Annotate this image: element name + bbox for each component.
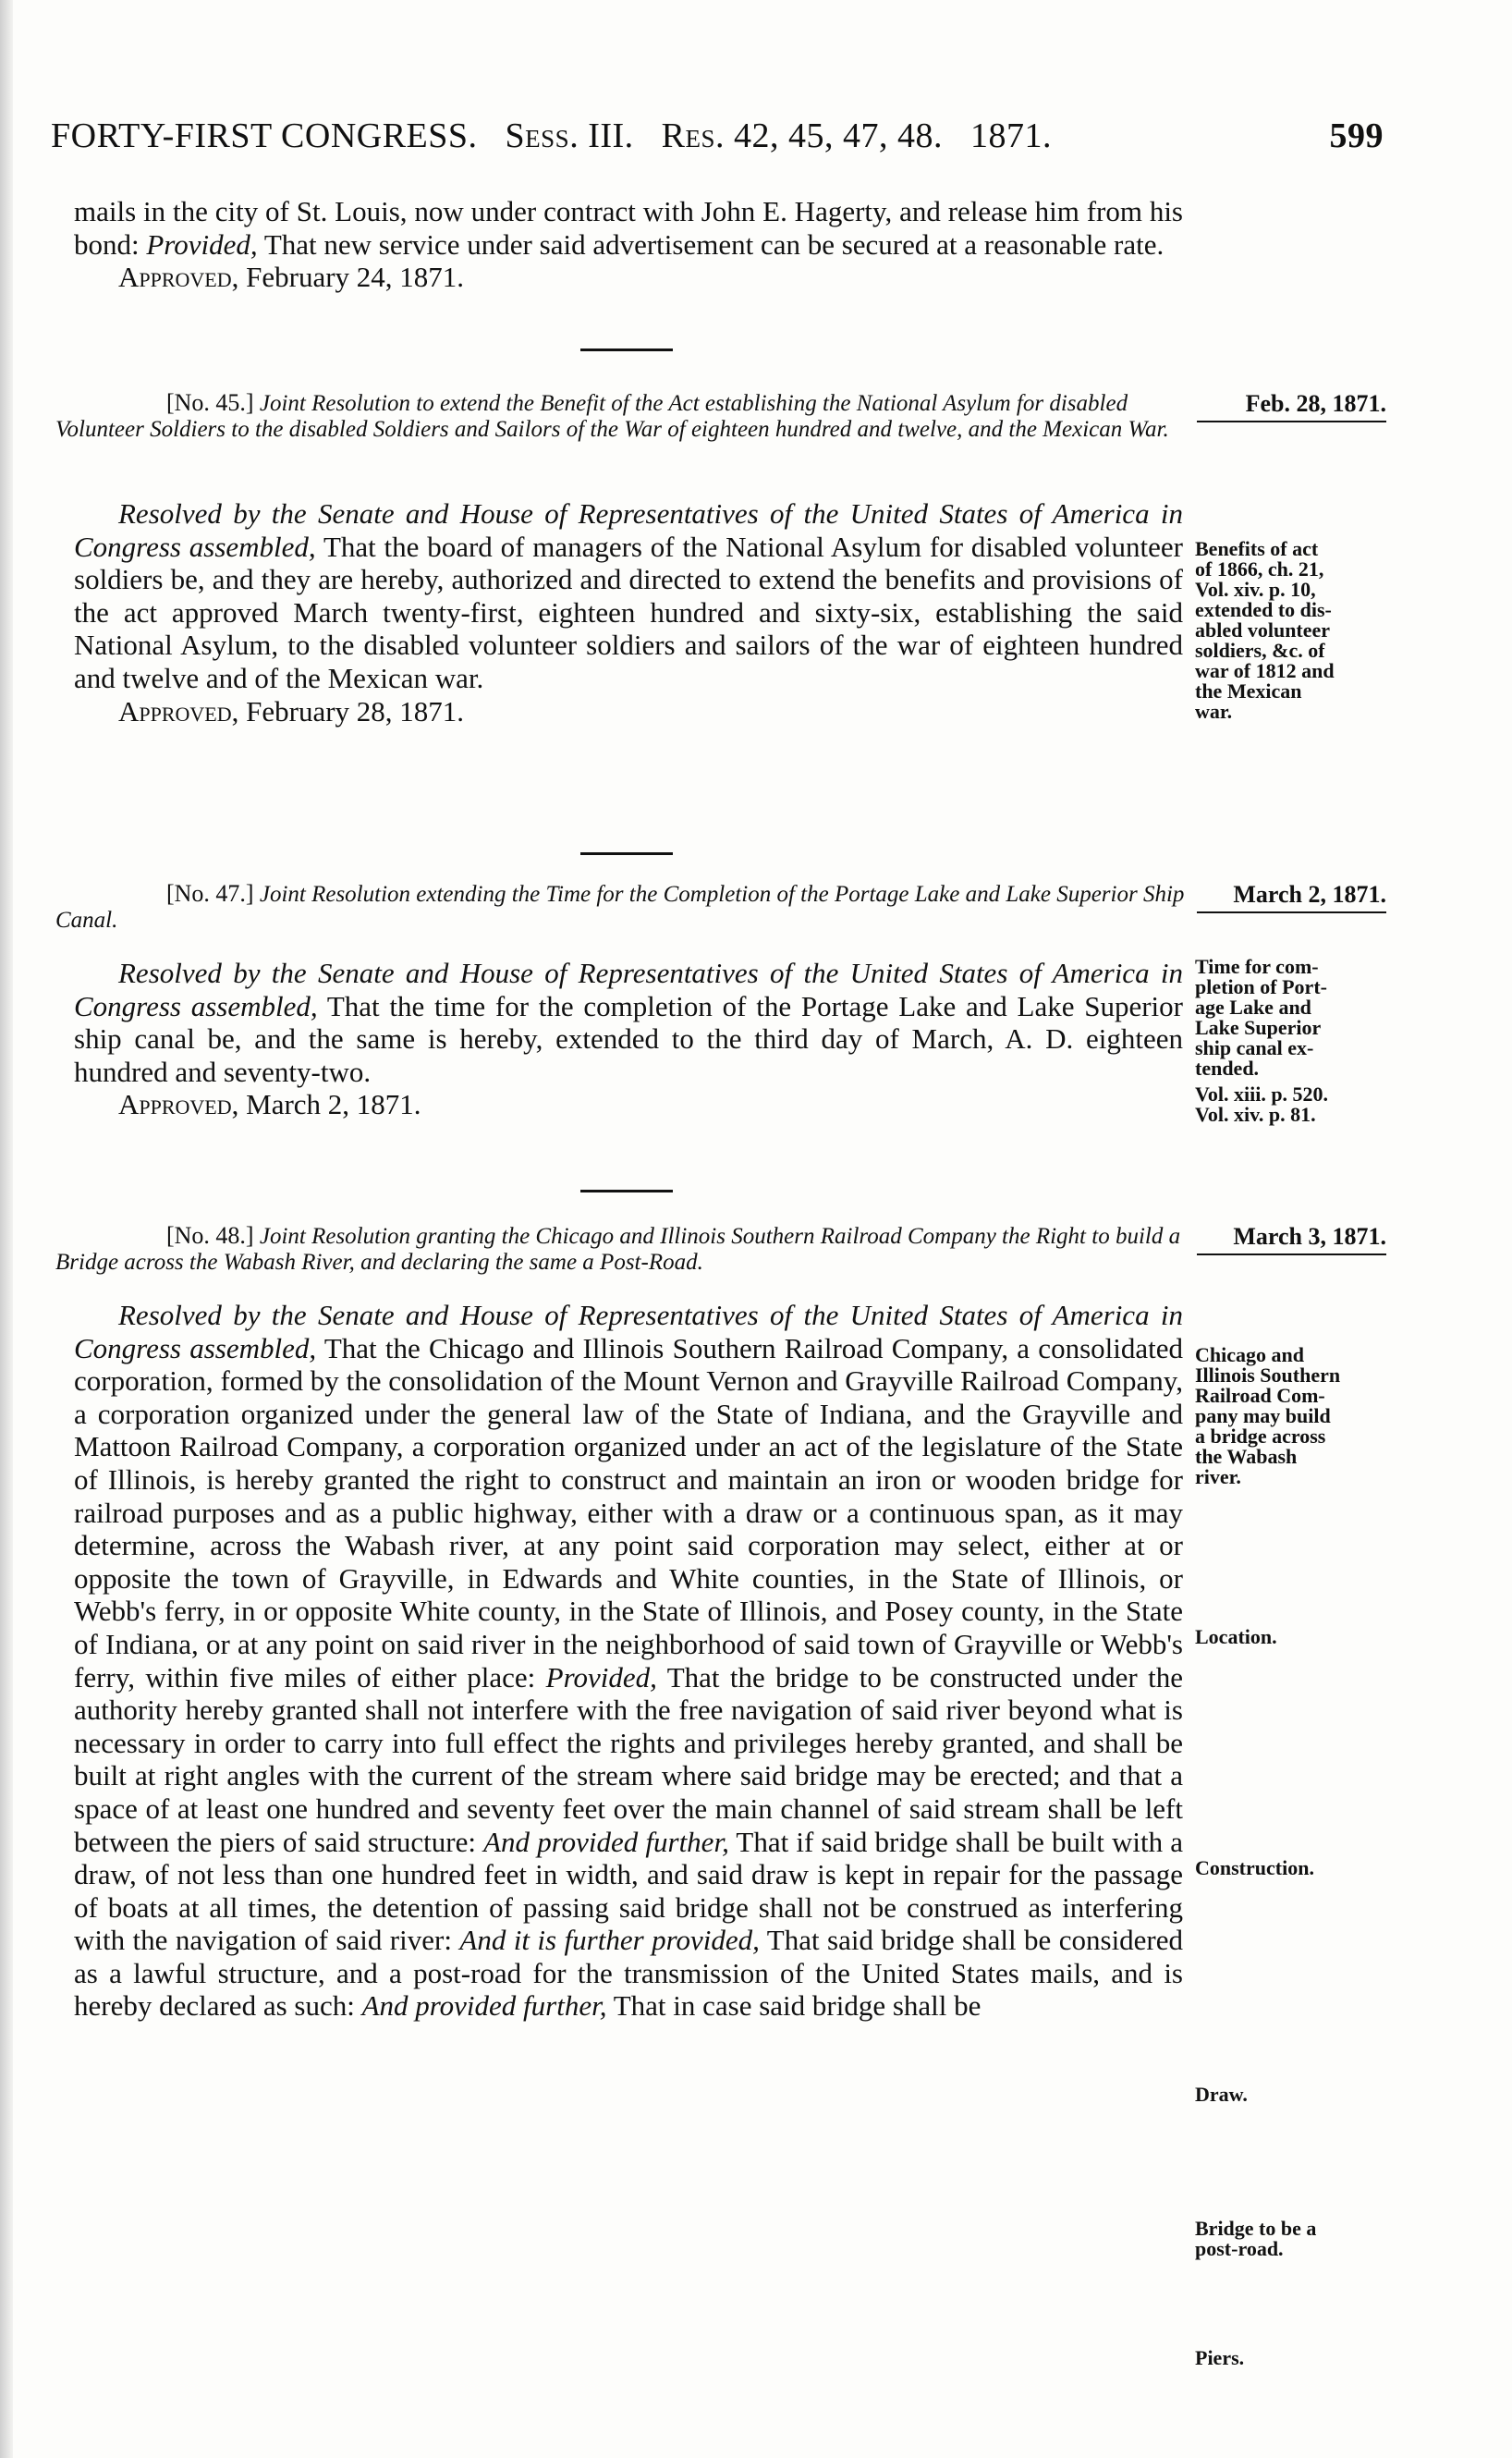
margin-line: of 1866, ch. 21, [1195,557,1324,581]
res48-title-block [55,1223,1192,1276]
res48-text-1: That the Chicago and Illinois Southern Railroad Company, a consolidated corporation, formed by the consolidation of the Mount Vernon and Grayville Railroad Company, a corporation organized under the general law of the State of Indiana, and the Grayville and Mattoon Railroad Company, a corporation organized under an act of the legislature of the State of Illinois, is hereby granted the right to construct and maintain an iron or wooden bridge for railroad purposes and as a public highway, either with a draw or a continuous span, as it may determine, across the Wabash river, at any point said corporation may select, either at or opposite the town of Grayville, in Edwards and White counties, in the State of Illinois, or Webb's ferry, in or opposite White county, in the State of Illinois, and Posey county, in the State of Indiana, or at any point on said river in the neighborhood of said town of Grayville or Webb's ferry, within five miles of either place: [74,1331,1183,1694]
res48-body [74,1299,1183,2023]
res48-enacting-clause: Resolved by the Senate and House of Representatives of the United States of America in Congress assembled, [74,1299,1183,1364]
approved-date: February 24, 1871. [246,261,465,294]
section-divider [580,349,673,351]
margin-line: Location. [1195,1625,1277,1648]
res48-text-2: That the bridge to be constructed under the authority hereby granted shall not interfere with the free navigation of said river beyond what is necessary in order to carry into full effect the rights and privileges hereby granted, and shall be built at right angles with the current of the stream where said bridge may be erected; and that a space of at least one hundred and seventy feet over the main channel of said stream shall be left between the piers of said structure: [74,1660,1183,1858]
margin-line: abled volunteer [1195,618,1331,642]
res45-title-block [55,390,1192,443]
margin-line: Piers. [1195,2346,1245,2369]
res47-enacting-clause: Resolved by the Senate and House of Representatives of the United States of America in Congress assembled, [74,957,1183,1022]
margin-line: Benefits of act [1195,537,1319,560]
margin-line: a bridge across [1195,1425,1326,1448]
carryover-paragraph [74,195,1183,261]
res48-text-4: That said bridge shall be considered as a lawful structure, and a post-road for the transmission of the United States mails, and is hereby declared as such: [74,1924,1184,2023]
res48-proviso-2: And provided further, [483,1825,729,1858]
res45-number: [No. 45.] [166,389,254,416]
res45-approved [74,695,1183,728]
res47-number: [No. 47.] [166,880,254,907]
margin-line: pany may build [1195,1404,1331,1427]
approved-label: Approved, [118,261,239,294]
res47-margin-note [1195,957,1389,1125]
carryover-proviso: Provided, [146,227,258,261]
carryover-proviso-text: That new service under said advertisement can be secured at a reasonable rate. [263,227,1164,261]
carryover-text: mails in the city of St. Louis, now under contract with John E. Hagerty, and release him from his bond: [74,195,1183,261]
res48-proviso-3: And it is further provided, [459,1924,760,1957]
margin-line: Construction. [1195,1856,1314,1879]
running-header [51,116,1384,162]
res45-enacting-clause: Resolved by the Senate and House of Representatives of the United States of America in Congress assembled, [74,497,1183,563]
margin-line: Vol. xiv. p. 10, [1195,578,1316,601]
carryover-approved [74,261,1183,294]
margin-draw [1195,2085,1389,2105]
margin-line: Lake Superior [1195,1016,1322,1039]
carryover-section [74,195,1183,294]
res47-title-block [55,881,1192,934]
scan-edge-shadow [0,0,13,2458]
margin-construction [1195,1858,1389,1878]
approved-label: Approved, [118,1088,239,1121]
res47-approved [74,1088,1183,1121]
approved-date: February 28, 1871. [246,694,465,728]
resolutions-label: Res. 42, 45, 47, 48. [661,116,944,155]
res48-proviso-1: Provided, [545,1660,657,1694]
res47-date: March 2, 1871. [1197,881,1386,913]
margin-line: the Wabash [1195,1445,1298,1468]
res45-text: That the board of managers of the National Asylum for disabled volunteer soldiers be, and they are hereby, authorized and directed to extend the benefits and provisions of the act approved March twenty-first, eighteen hundred and sixty-six, establishing the said National Asylum, to the disabled volunteer soldiers and sailors of the war of eighteen hundred and twelve and of the Mexican war. [74,530,1184,694]
approved-date: March 2, 1871. [246,1088,421,1121]
margin-line: ship canal ex- [1195,1036,1314,1059]
res48-proviso-4: And provided further, [361,1989,607,2023]
res47-title: Joint Resolution extending the Time for the Completion of the Portage Lake and Lake Superior Ship Canal. [55,882,1185,933]
margin-line: river. [1195,1465,1241,1488]
res48-text-3: That if said bridge shall be built with a draw, of not less than one hundred feet in width, and said draw is kept in repair for the passage of boats at all times, the detention of passing said bridge shall not be construed as interfering with the navigation of said river: [74,1825,1183,1957]
res47-paragraph [74,957,1183,1088]
section-divider [580,852,673,855]
margin-post-road [1195,2219,1389,2259]
margin-line: pletion of Port- [1195,975,1327,998]
margin-line: the Mexican [1195,679,1302,703]
margin-line: Illinois Southern [1195,1364,1341,1387]
res45-date: Feb. 28, 1871. [1197,390,1386,422]
res48-paragraph [74,1299,1183,2023]
res45-paragraph [74,497,1183,695]
margin-line: war of 1812 and [1195,659,1335,682]
res48-number: [No. 48.] [166,1222,254,1249]
header-year: 1871. [970,116,1053,155]
margin-line: war. [1195,700,1233,723]
margin-line: age Lake and [1195,996,1311,1019]
margin-line: post-road. [1195,2237,1284,2260]
page-number: 599 [1329,116,1384,155]
res45-body [74,497,1183,728]
margin-line: soldiers, &c. of [1195,639,1325,662]
margin-line: Railroad Com- [1195,1384,1325,1407]
running-title-line [51,116,1052,156]
margin-line: extended to dis- [1195,598,1332,621]
margin-line: Time for com- [1195,955,1319,978]
res48-margin-note-bridge [1195,1345,1389,1487]
section-divider [580,1190,673,1192]
approved-label: Approved, [118,694,239,728]
res48-text-5: That in case said bridge shall be [613,1989,982,2023]
congress-title: FORTY-FIRST CONGRESS. [51,116,478,155]
margin-line: Bridge to be a [1195,2217,1317,2240]
margin-line: Vol. xiv. p. 81. [1195,1103,1316,1126]
margin-line: Draw. [1195,2083,1248,2106]
margin-location [1195,1627,1389,1647]
res45-title: Joint Resolution to extend the Benefit of the Act establishing the National Asylum for disabled Volunteer Soldiers to the disabled Soldiers and Sailors of the War of eighteen hundred and twelve, and the Mexican War. [55,391,1169,442]
res48-date: March 3, 1871. [1197,1223,1386,1255]
res45-margin-note [1195,539,1389,722]
session-label: Sess. III. [505,116,634,155]
margin-line: Vol. xiii. p. 520. [1195,1082,1329,1106]
margin-piers [1195,2348,1389,2368]
margin-line: tended. [1195,1057,1260,1080]
res47-text: That the time for the completion of the Portage Lake and Lake Superior ship canal be, and the same is hereby, extended to the third day of March, A. D. eighteen hundred and seventy-two. [74,989,1183,1088]
res48-title: Joint Resolution granting the Chicago and Illinois Southern Railroad Company the Right to build a Bridge across the Wabash River, and declaring the same a Post-Road. [55,1224,1181,1275]
margin-line: Chicago and [1195,1343,1304,1366]
res47-body [74,957,1183,1121]
